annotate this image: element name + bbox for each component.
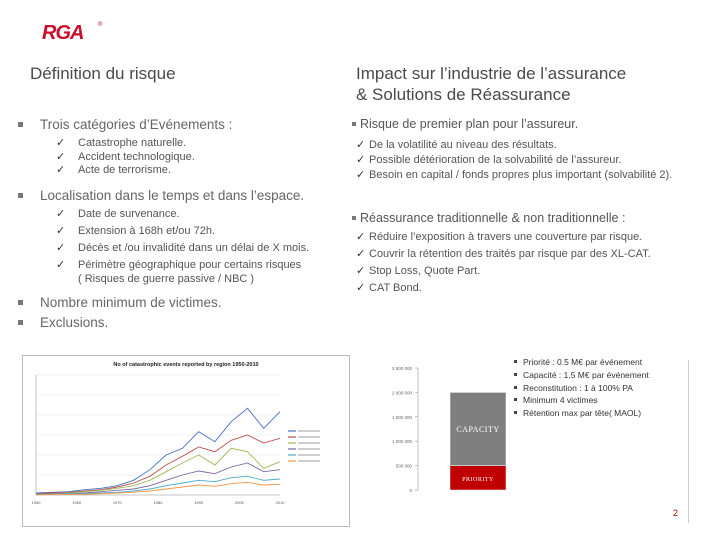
risk-sublist: [356, 138, 672, 183]
bar-chart-y-axis: [392, 366, 418, 493]
list-item: [356, 246, 651, 263]
legend-entry-placeholder: [298, 442, 320, 444]
x-tick-label: 1970: [112, 500, 122, 505]
bullet-label: Réassurance traditionnelle & non traditionnelle :: [360, 211, 626, 225]
list-item: [514, 407, 649, 420]
bullet-label: Trois catégories d’Evénements :: [40, 117, 233, 132]
list-item: [356, 280, 651, 297]
bullet-categories: [40, 117, 232, 132]
list-item: [514, 394, 649, 407]
list-item: [56, 137, 195, 151]
bullet-label: Exclusions.: [40, 315, 109, 330]
list-item-label: Possible détérioration de la solvabilité de l’assureur.: [369, 154, 622, 166]
left-title: Définition du risque: [30, 64, 176, 83]
check-icon: ✓: [356, 282, 366, 294]
categories-sublist: [56, 137, 195, 178]
legend-entry-placeholder: [298, 436, 320, 438]
bullet-marker: [18, 122, 23, 127]
bullet-marker: [352, 216, 356, 220]
legend-entry-placeholder: [298, 454, 320, 456]
list-item: [56, 225, 309, 242]
y-tick-label: 0: [409, 488, 412, 493]
bullet-risk: [358, 117, 578, 131]
bullet-label: Localisation dans le temps et dans l’espace.: [40, 188, 305, 203]
catastrophic-events-line-chart: [22, 355, 350, 527]
check-icon: ✓: [56, 242, 66, 254]
check-icon: ✓: [56, 208, 66, 220]
check-icon: ✓: [56, 164, 66, 176]
list-item-label: Reconstitution : 1 à 100% PA: [523, 382, 633, 393]
bullet-victims: [40, 295, 222, 310]
page-number: 2: [673, 508, 679, 518]
bullet-label: Risque de premier plan pour l’assureur.: [360, 117, 579, 131]
x-tick-label: 1960: [72, 500, 82, 505]
list-item-label: Réduire l’exposition à travers une couverture par risque.: [369, 231, 643, 243]
bullet-marker: [514, 360, 517, 363]
legend-entry-placeholder: [298, 430, 320, 432]
bar-segment-label: CAPACITY: [456, 425, 500, 434]
list-item-label: De la volatilité au niveau des résultats.: [369, 139, 557, 151]
right-title-line1: Impact sur l’industrie de l’assurance: [356, 64, 627, 83]
list-item-label: Acte de terrorisme.: [78, 164, 171, 176]
layer-bar-chart: [368, 360, 528, 510]
check-icon: ✓: [56, 225, 66, 237]
localisation-sublist: [56, 208, 309, 286]
bullet-exclusions: [40, 315, 108, 330]
list-item: [514, 382, 649, 395]
legend-entry-placeholder: [298, 448, 320, 450]
y-tick-label: 2 500 000: [391, 366, 412, 371]
list-item: [514, 369, 649, 382]
check-icon: ✓: [356, 248, 366, 260]
logo-text: RGA: [42, 22, 84, 44]
x-tick-label: 1980: [153, 500, 163, 505]
list-item: [356, 153, 672, 168]
list-item-continuation: [56, 273, 309, 287]
list-item-label: Extension à 168h et/ou 72h.: [78, 225, 215, 237]
bar-chart-bars: [450, 392, 506, 490]
list-item-label: Priorité : 0.5 M€ par événement: [523, 357, 643, 367]
bullet-marker: [18, 193, 23, 198]
list-item-label: Accident technologique.: [78, 150, 195, 163]
check-icon: ✓: [356, 139, 366, 151]
list-item: [56, 164, 195, 178]
y-tick-label: 1 000 000: [391, 439, 412, 445]
list-item: [356, 229, 651, 246]
bar-segment-label: PRIORITY: [462, 476, 494, 483]
bullet-marker: [352, 122, 356, 126]
list-item-label: ( Risques de guerre passive / NBC ): [78, 272, 255, 285]
list-item: [514, 356, 649, 369]
list-item: [56, 151, 195, 165]
rga-logo: [42, 22, 104, 44]
right-title: [356, 63, 626, 105]
legend-entry-placeholder: [298, 460, 320, 462]
list-item: [56, 242, 309, 259]
list-item-label: Couvrir la rétention des traités par risque par des XL-CAT.: [369, 248, 651, 260]
y-tick-label: 1 500 000: [391, 414, 412, 420]
y-tick-label: 2 000 000: [391, 390, 412, 396]
bullet-marker: [514, 411, 517, 414]
list-item-label: Besoin en capital / fonds propres plus important (solvabilité 2).: [369, 169, 673, 181]
reassurance-sublist: [356, 229, 651, 297]
list-item-label: Date de survenance.: [78, 208, 180, 220]
bullet-marker: [18, 300, 23, 305]
bullet-label: Nombre minimum de victimes.: [40, 295, 222, 310]
bullet-marker: [514, 373, 517, 376]
bullet-localisation: [40, 188, 304, 203]
list-item: [356, 168, 672, 183]
list-item-label: CAT Bond.: [369, 282, 422, 294]
logo-registered-mark: ®: [98, 22, 103, 28]
bullet-marker: [18, 320, 23, 325]
line-chart-title: No of catastrophic events reported by region 1950-2010: [113, 362, 259, 368]
list-item-label: Minimum 4 victimes: [523, 395, 598, 406]
layer-terms-list: [514, 356, 649, 420]
list-item-label: Stop Loss, Quote Part.: [369, 265, 481, 277]
list-item-label: Périmètre géographique pour certains risques: [78, 259, 302, 271]
x-tick-label: 2010: [275, 500, 285, 505]
bullet-marker: [514, 398, 517, 401]
check-icon: ✓: [56, 137, 66, 149]
bullet-marker: [514, 386, 517, 389]
x-tick-label: 2000: [234, 500, 244, 505]
bullet-reassurance: [358, 211, 625, 225]
x-tick-label: 1950: [31, 500, 41, 505]
list-item: [56, 208, 309, 225]
list-item: [356, 263, 651, 280]
list-item-label: Décès et /ou invalidité dans un délai de X mois.: [78, 242, 310, 254]
list-item-label: Rétention max par tête( MAOL): [523, 408, 642, 419]
check-icon: ✓: [356, 265, 366, 277]
list-item-label: Capacité : 1.5 M€ par événement: [523, 369, 649, 380]
right-title-line2: & Solutions de Réassurance: [356, 85, 571, 104]
x-tick-label: 1990: [194, 500, 204, 505]
check-icon: ✓: [356, 231, 366, 243]
check-icon: ✓: [56, 259, 66, 271]
list-item: [56, 259, 309, 273]
list-item-label: Catastrophe naturelle.: [78, 137, 187, 149]
y-tick-label: 500 000: [395, 463, 412, 469]
check-icon: ✓: [356, 154, 366, 166]
layer-chart-panel: [368, 357, 689, 523]
check-icon: ✓: [356, 169, 366, 181]
check-icon: ✓: [56, 150, 66, 163]
list-item: [356, 138, 672, 153]
